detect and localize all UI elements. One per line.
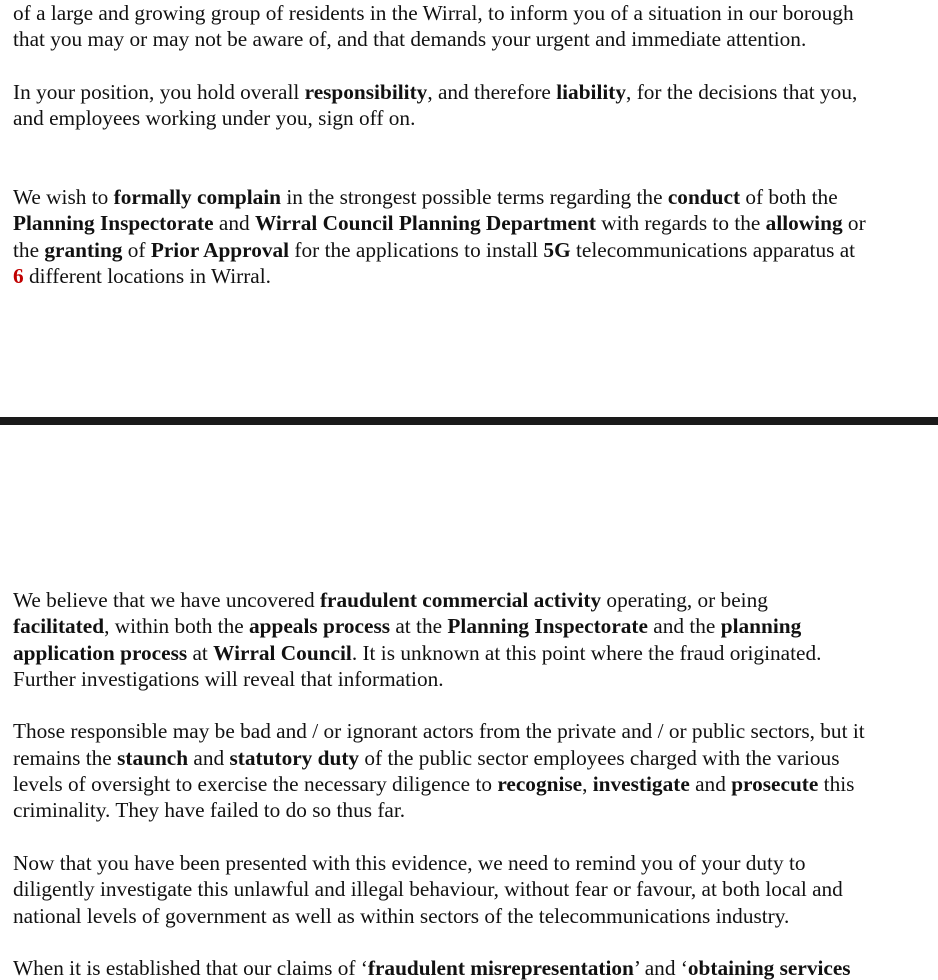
text: in the strongest possible terms regarding the	[281, 185, 668, 210]
bold-text: recognise	[497, 772, 583, 797]
text: and	[188, 745, 230, 770]
paragraph-claims	[13, 955, 933, 980]
text: , for the decisions that you,	[626, 79, 858, 104]
bold-text: responsibility	[304, 79, 428, 104]
bold-text: 5G	[543, 237, 571, 262]
bold-text: prosecute	[731, 772, 819, 797]
bold-text: liability	[556, 79, 627, 104]
bold-text: staunch	[117, 745, 189, 770]
bold-text: fraudulent commercial activity	[319, 588, 602, 612]
text: and the	[647, 614, 721, 639]
text: We believe that we have uncovered	[13, 588, 320, 612]
text: Further investigations will reveal that information.	[13, 666, 444, 691]
text: of	[122, 237, 151, 262]
text: telecommunications apparatus at	[570, 237, 856, 262]
paragraph-evidence	[13, 850, 933, 929]
document-page-1	[13, 0, 933, 289]
text: criminality. They have failed to do so thus far.	[13, 798, 406, 823]
bold-text: conduct	[667, 185, 741, 210]
text: . It is unknown at this point where the fraud originated.	[351, 640, 822, 665]
text: and	[213, 211, 255, 236]
text: , within both the	[104, 614, 250, 639]
bold-text: appeals process	[249, 614, 391, 639]
text: ,	[582, 772, 593, 797]
text: of the public sector employees charged with the various	[359, 745, 840, 770]
text: Those responsible may be bad and / or ignorant actors from the private and / or public sectors, but it	[13, 719, 865, 744]
bold-text: allowing	[765, 211, 843, 236]
text: with regards to the	[595, 211, 766, 236]
bold-text: Wirral Council Planning Department	[254, 211, 596, 236]
text: or	[842, 211, 866, 236]
paragraph-complaint	[13, 184, 933, 289]
text: When it is established that our claims of ‘	[13, 956, 368, 980]
paragraph-fraud	[13, 587, 933, 692]
bold-text: application process	[13, 640, 188, 665]
text: for the applications to install	[289, 237, 544, 262]
text: and	[689, 772, 732, 797]
text: that you may or may not be aware of, and that demands your urgent and immediate attention.	[13, 27, 807, 52]
text: In your position, you hold overall	[13, 79, 305, 104]
bold-text: planning	[720, 614, 802, 639]
bold-text: facilitated	[13, 614, 105, 639]
text: different locations in Wirral.	[23, 263, 271, 288]
bold-text: investigate	[592, 772, 690, 797]
text: national levels of government as well as within sectors of the telecommunications industry.	[13, 903, 790, 928]
text: operating, or being	[601, 588, 768, 612]
text: of both the	[740, 185, 838, 210]
text: the	[13, 237, 45, 262]
bold-text: Planning Inspectorate	[13, 211, 214, 236]
bold-text: obtaining services	[687, 956, 851, 980]
text: remains the	[13, 745, 118, 770]
text: at	[187, 640, 214, 665]
text: ’ and ‘	[633, 956, 688, 980]
text: of a large and growing group of residents in the Wirral, to inform you of a situation in our borough	[13, 1, 854, 25]
document-page-2	[13, 587, 933, 980]
text: diligently investigate this unlawful and illegal behaviour, without fear or favour, at both local and	[13, 877, 843, 902]
text: We wish to	[13, 185, 114, 210]
paragraph-responsible	[13, 718, 933, 823]
highlighted-number: 6	[13, 263, 24, 288]
paragraph-intro	[13, 0, 933, 53]
text: Now that you have been presented with this evidence, we need to remind you of your duty to	[13, 850, 806, 875]
text: at the	[390, 614, 448, 639]
text: this	[818, 772, 855, 797]
bold-text: Planning Inspectorate	[447, 614, 648, 639]
bold-text: Prior Approval	[150, 237, 290, 262]
text: levels of oversight to exercise the necessary diligence to	[13, 772, 498, 797]
text: , and therefore	[427, 79, 557, 104]
bold-text: fraudulent misrepresentation	[367, 956, 634, 980]
bold-text: Wirral Council	[213, 640, 352, 665]
bold-text: formally complain	[113, 185, 282, 210]
bold-text: granting	[44, 237, 123, 262]
text: and employees working under you, sign off on.	[13, 106, 416, 131]
page-divider	[0, 417, 938, 425]
paragraph-position	[13, 79, 933, 132]
bold-text: statutory duty	[229, 745, 360, 770]
